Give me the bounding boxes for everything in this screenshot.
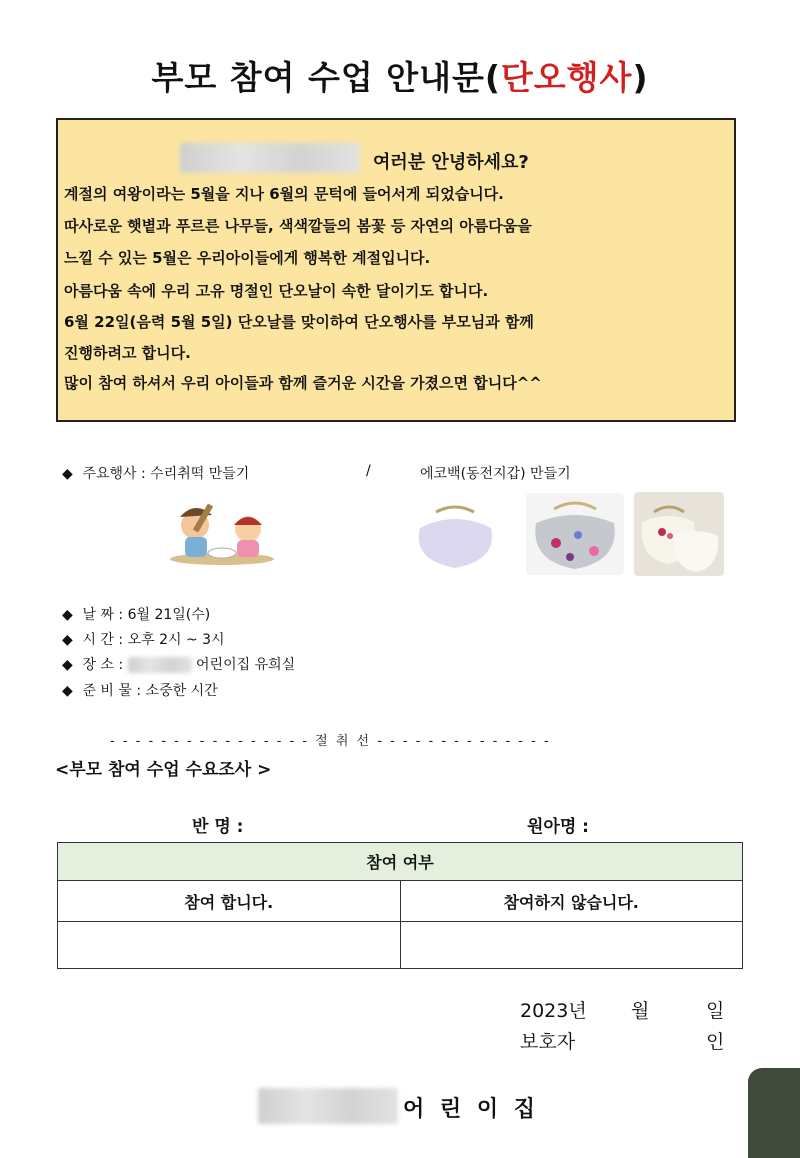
- diamond-bullet-icon: ◆: [62, 466, 73, 482]
- diamond-bullet-icon: ◆: [62, 657, 73, 673]
- participation-table: [57, 842, 743, 969]
- date-value: 6월 21일(수): [127, 607, 211, 623]
- title-highlight: 단오행사: [500, 58, 633, 97]
- event-2: 에코백(동전지갑) 만들기: [420, 466, 571, 482]
- notice-line: 진행하려고 합니다.: [64, 344, 191, 362]
- sign-month: 월: [631, 1000, 650, 1022]
- notice-line: 느낄 수 있는 5월은 우리아이들에게 행복한 계절입니다.: [64, 249, 431, 267]
- class-name-label: 반 명 :: [192, 817, 244, 837]
- redacted-place: [128, 657, 192, 673]
- check-cell-not-participate[interactable]: [400, 922, 743, 969]
- date-label: 날 짜 :: [82, 607, 128, 623]
- guardian-label: 보호자: [520, 1031, 576, 1053]
- purse-image-sequin: [526, 493, 624, 575]
- diamond-bullet-icon: ◆: [62, 632, 73, 648]
- notice-line: 따사로운 햇볕과 푸르른 나무들, 색색깔들의 봄꽃 등 자연의 아름다움을: [64, 217, 532, 235]
- option-not-participate: 참여하지 않습니다.: [400, 881, 743, 922]
- notice-line: 아름다움 속에 우리 고유 명절인 단오날이 속한 달이기도 합니다.: [64, 282, 489, 300]
- purse-image-lavender: [408, 498, 503, 573]
- detail-time: [62, 629, 225, 649]
- detail-place: [62, 654, 295, 674]
- redacted-daycare-name: [258, 1088, 398, 1124]
- diamond-bullet-icon: ◆: [62, 683, 73, 699]
- title-close: ): [632, 58, 649, 97]
- purse-image-floral: [634, 492, 724, 576]
- notice-line: 많이 참여 하셔서 우리 아이들과 함께 즐거운 시간을 가졌으면 합니다^^: [64, 374, 542, 392]
- time-label: 시 간 :: [82, 632, 128, 648]
- notice-line: 계절의 여왕이라는 5월을 지나 6월의 문턱에 들어서게 되었습니다.: [64, 185, 504, 203]
- greeting-text: 여러분 안녕하세요?: [373, 152, 529, 173]
- corner-overlay: [748, 1068, 800, 1158]
- place-value: 어린이집 유희실: [196, 657, 296, 673]
- title-main: 부모 참여 수업 안내문(: [151, 58, 501, 97]
- footer-daycare: 어 린 이 집: [403, 1097, 539, 1122]
- detail-date: [62, 604, 210, 624]
- page-title: [0, 52, 800, 99]
- survey-title: <부모 참여 수업 수요조사 >: [55, 760, 272, 780]
- child-name-label: 원아명 :: [527, 817, 589, 837]
- seal-label: 인: [706, 1031, 725, 1053]
- check-cell-participate[interactable]: [58, 922, 401, 969]
- events-separator: /: [366, 463, 371, 479]
- kids-clipart-image: [160, 495, 285, 570]
- prep-label: 준 비 물 :: [82, 683, 146, 699]
- time-value: 오후 2시 ~ 3시: [127, 632, 225, 648]
- redacted-name: [180, 143, 360, 173]
- table-header: 참여 여부: [58, 843, 743, 881]
- notice-line: 6월 22일(음력 5월 5일) 단오날를 맞이하여 단오행사를 부모님과 함께: [64, 313, 534, 331]
- sign-year: 2023년: [520, 1000, 587, 1022]
- detail-prep: [62, 680, 218, 700]
- diamond-bullet-icon: ◆: [62, 607, 73, 623]
- option-participate: 참여 합니다.: [58, 881, 401, 922]
- cut-line: - - - - - - - - - - - - - - - - 절 취 선 - - - - - - - - - - - - - -: [110, 734, 551, 749]
- prep-value: 소중한 시간: [145, 683, 218, 699]
- event-1: 수리취떡 만들기: [150, 466, 250, 482]
- place-label: 장 소 :: [82, 657, 128, 673]
- events-row: [62, 463, 249, 483]
- sign-day: 일: [706, 1000, 725, 1022]
- events-label: 주요행사 :: [82, 466, 151, 482]
